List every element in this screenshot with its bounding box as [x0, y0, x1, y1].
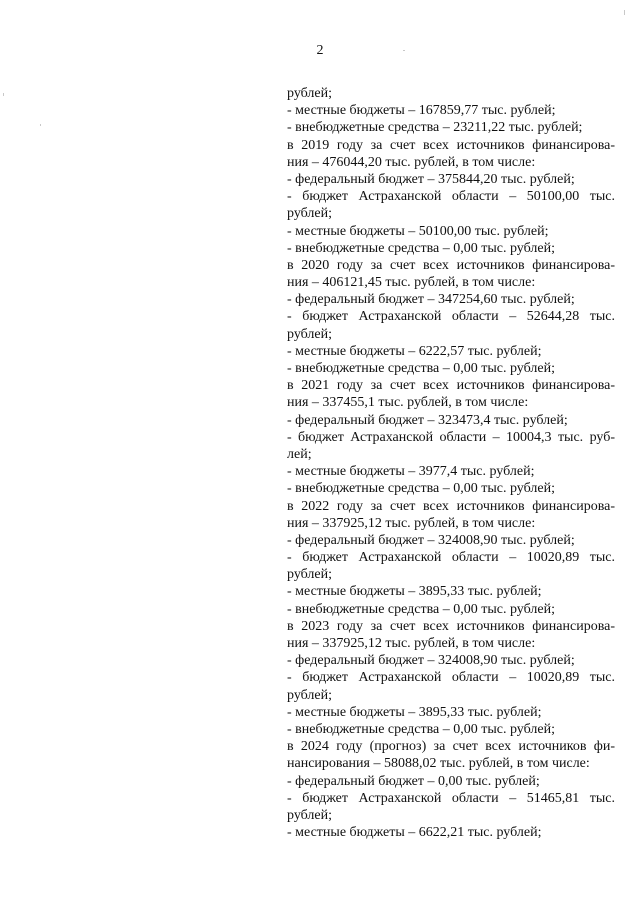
text-line: рублей;	[287, 687, 332, 703]
text-line: - бюджет Астраханской области – 10004,3 тыс. руб-	[287, 429, 615, 445]
text-line: - федеральный бюджет – 375844,20 тыс. рублей;	[287, 171, 575, 187]
text-line: ния – 406121,45 тыс. рублей, в том числе:	[287, 275, 536, 291]
text-line: - бюджет Астраханской области – 52644,28 тыс.	[287, 309, 615, 325]
text-line: ния – 337455,1 тыс. рублей, в том числе:	[287, 395, 529, 411]
text-line: в 2022 году за счет всех источников финансирова-	[287, 498, 615, 514]
document-text	[287, 85, 615, 841]
text-line: рублей;	[287, 567, 332, 583]
text-line: - бюджет Астраханской области – 10020,89 тыс.	[287, 670, 615, 686]
text-line: - федеральный бюджет – 324008,90 тыс. рублей;	[287, 532, 575, 548]
text-line: - внебюджетные средства – 23211,22 тыс. рублей;	[287, 120, 583, 136]
text-line: - местные бюджеты – 167859,77 тыс. рублей;	[287, 103, 556, 119]
scan-mark-top-left	[3, 93, 4, 96]
text-line: в 2020 году за счет всех источников финансирова-	[287, 257, 615, 273]
text-line: лей;	[287, 446, 312, 462]
text-line: - федеральный бюджет – 0,00 тыс. рублей;	[287, 773, 540, 789]
text-line: - федеральный бюджет – 324008,90 тыс. рублей;	[287, 653, 575, 669]
text-line: рублей;	[287, 326, 332, 342]
text-line: в 2021 году за счет всех источников финансирова-	[287, 378, 615, 394]
text-line: - внебюджетные средства – 0,00 тыс. рублей;	[287, 601, 555, 617]
text-line: рублей;	[287, 86, 332, 101]
text-line: - федеральный бюджет – 323473,4 тыс. рублей;	[287, 412, 568, 428]
text-line: - местные бюджеты – 6622,21 тыс. рублей;	[287, 825, 542, 841]
text-line: - бюджет Астраханской области – 50100,00 тыс.	[287, 189, 615, 205]
text-line: ния – 337925,12 тыс. рублей, в том числе:	[287, 515, 536, 531]
text-line: - местные бюджеты – 3895,33 тыс. рублей;	[287, 704, 542, 720]
text-line: рублей;	[287, 206, 332, 222]
text-line: рублей;	[287, 807, 332, 823]
text-line: - бюджет Астраханской области – 51465,81 тыс.	[287, 790, 615, 806]
text-line: в 2019 году за счет всех источников финансирова-	[287, 137, 615, 153]
text-line: - внебюджетные средства – 0,00 тыс. рублей;	[287, 361, 555, 376]
text-line: - внебюджетные средства – 0,00 тыс. рублей;	[287, 721, 555, 737]
text-line: нансирования – 58088,02 тыс. рублей, в том числе:	[287, 756, 590, 772]
text-line: ния – 337925,12 тыс. рублей, в том числе:	[287, 636, 536, 651]
text-line: - бюджет Астраханской области – 10020,89 тыс.	[287, 550, 615, 566]
text-line: - федеральный бюджет – 347254,60 тыс. рублей;	[287, 292, 575, 308]
text-line: в 2024 году (прогноз) за счет всех источников фи-	[287, 739, 615, 755]
scan-mark-top-right	[624, 10, 625, 15]
scan-mark-left	[40, 124, 41, 126]
text-line: - внебюджетные средства – 0,00 тыс. рублей;	[287, 481, 555, 497]
text-line: - местные бюджеты – 50100,00 тыс. рублей;	[287, 223, 549, 239]
text-line: ния – 476044,20 тыс. рублей, в том числе:	[287, 154, 536, 170]
text-line: - местные бюджеты – 3895,33 тыс. рублей;	[287, 584, 542, 600]
text-line: в 2023 году за счет всех источников финансирова-	[287, 618, 615, 634]
text-line: - внебюджетные средства – 0,00 тыс. рублей;	[287, 240, 555, 256]
text-line: - местные бюджеты – 3977,4 тыс. рублей;	[287, 464, 535, 480]
page-number: 2	[316, 43, 324, 58]
text-line: - местные бюджеты – 6222,57 тыс. рублей;	[287, 343, 542, 359]
